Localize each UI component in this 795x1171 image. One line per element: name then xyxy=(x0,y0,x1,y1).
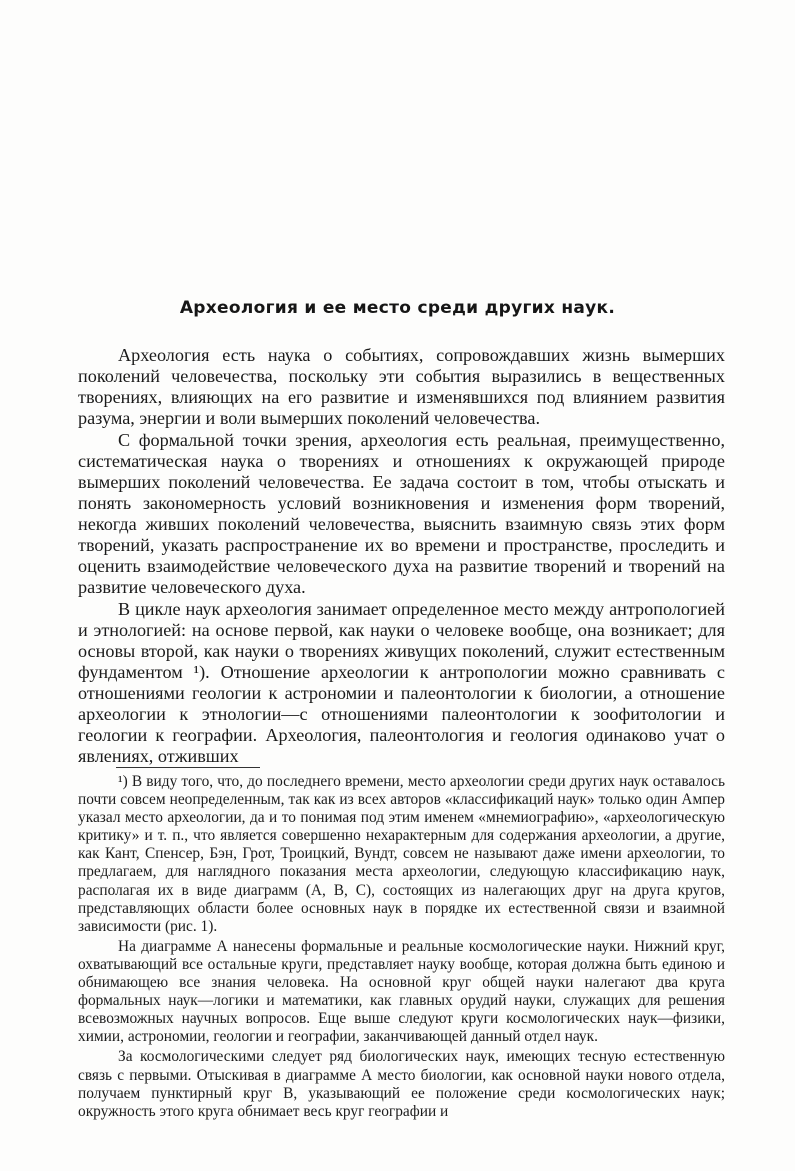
footnote-paragraph: На диаграмме А нанесены формальные и реальные космологические науки. Нижний круг, охватывающий все остальные круги, представляет науку вообще, которая должна быть единою и обнимающею все знания человека. На основной круг общей науки налегают два круга формальных наук—логики и математики, как главных орудий науки, служащих для решения всевозможных научных вопросов. Еще выше следуют круги космологических наук—физики, химии, астрономии, геологии и географии, заканчивающей данный отдел наук. xyxy=(78,937,725,1046)
footnote-section xyxy=(78,773,725,1123)
page-title: Археология и ее место среди других наук. xyxy=(179,298,616,318)
footnote-paragraph: За космологическими следует ряд биологических наук, имеющих тесную естественную связь с первыми. Отыскивая в диаграмме А место биологии, как основной науки нового отдела, получаем пунктирный круг В, указывающий ее положение среди космологических наук; окружность этого круга обнимает весь круг географии и xyxy=(78,1048,725,1120)
paragraph: В цикле наук археология занимает определенное место между антропологией и этнологией: на основе первой, как науки о человеке вообще, она возникает; для основы второй, как науки о творениях живущих поколений, служит естественным фундаментом ¹). Отношение археологии к антропологии можно сравнивать с отношениями геологии к астрономии и палеонтологии к биологии, а отношение археологии к этнологии—с отношениями палеонтологии к зоофитологии и геологии к географии. Археология, палеонтология и геология одинаково учат о явлениях, отживших xyxy=(78,599,725,766)
paragraph: С формальной точки зрения, археология есть реальная, преимущественно, систематическая наука о творениях и отношениях к окружающей природе вымерших поколений человечества. Ее задача состоит в том, чтобы отыскать и понять закономерность условий возникновения и изменения форм творений, некогда живших поколений человечества, выяснить взаимную связь этих форм творений, указать распространение их во времени и пространстве, проследить и оценить взаимодействие человеческого духа на развитие творений и творений на развитие человеческого духа. xyxy=(78,430,725,597)
footnote-paragraph: ¹) В виду того, что, до последнего времени, место археологии среди других наук оставалось почти совсем неопределенным, так как из всех авторов «классификаций наук» только один Ампер указал место археологии, да и то понимая под этим именем «мнемиографию», «археологическую критику» и т. п., что является совершенно нехарактерным для содержания археологии, а другие, как Кант, Спенсер, Бэн, Грот, Троицкий, Вундт, совсем не называют даже имени археологии, то предлагаем, для наглядного показания места археологии, следующую классификацию наук, располагая их в виде диаграмм (А, В, С), состоящих из налегающих друг на друга кругов, представляющих области более основных наук в порядке их естественной связи и взаимной зависимости (рис. 1). xyxy=(78,773,725,935)
paragraph: Археология есть наука о событиях, сопровождавших жизнь вымерших поколений человечества, поскольку эти события выразились в вещественных творениях, влияющих на его развитие и изменявшихся под влиянием развития разума, энергии и воли вымерших поколений человечества. xyxy=(78,345,725,428)
footnote-divider xyxy=(116,767,260,768)
main-text xyxy=(78,345,725,768)
